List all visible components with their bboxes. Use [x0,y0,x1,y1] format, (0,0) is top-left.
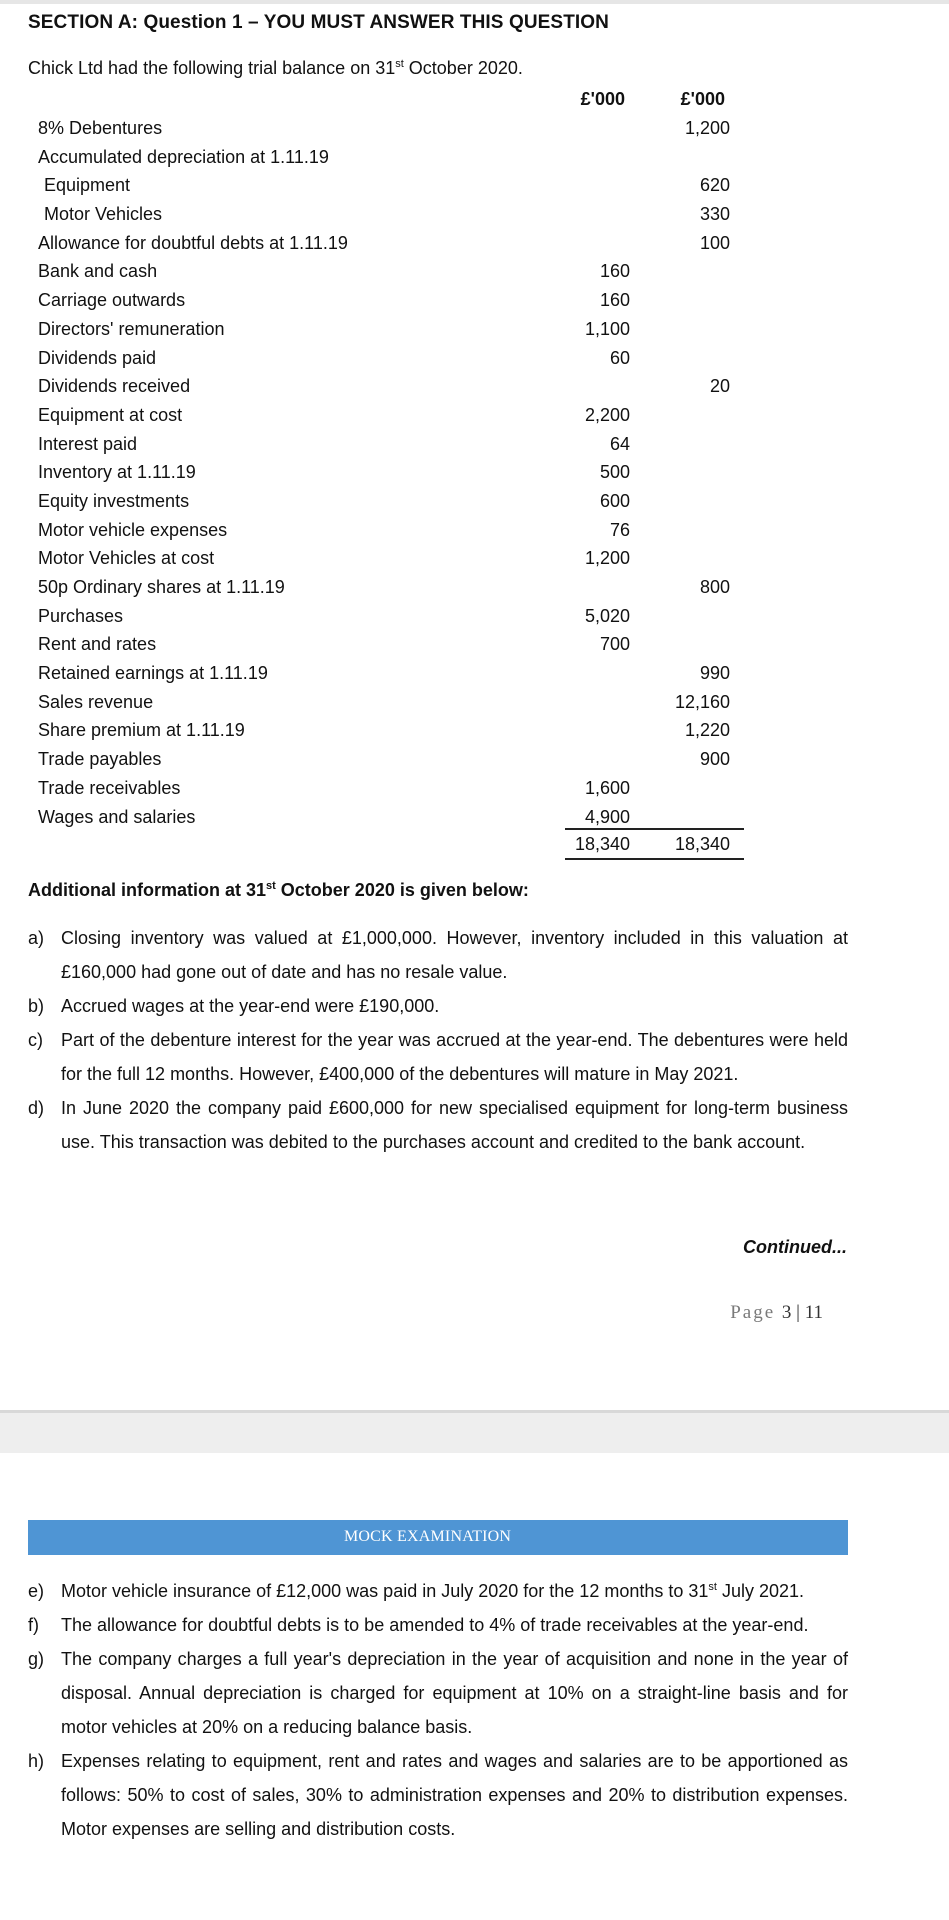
table-row [0,201,949,230]
credit-value: 12,160 [674,691,730,712]
account-label: Equity investments [38,490,190,511]
credit-value: 620 [699,175,730,196]
debit-value: 160 [599,290,630,311]
table-row [0,660,949,689]
account-label: Motor vehicle expenses [38,519,228,540]
debit-value: 64 [609,433,630,454]
credit-value: 100 [699,232,730,253]
table-row [0,431,949,460]
list-item-g: g) The company charges a full year's depreciation in the year of acquisition and none in the year of disposal. Annual depreciation is charged for equipment at 10% on a straight-line basis and for motor vehicles at 20% on a reducing balance basis. [28,1649,848,1737]
table-row [0,459,949,488]
table-row [0,144,949,173]
page-gap [0,1410,949,1453]
debit-value: 700 [599,634,630,655]
account-label: Trade receivables [38,777,181,798]
account-label: Motor Vehicles [44,204,163,225]
account-label: Equipment [44,175,131,196]
table-row [0,345,949,374]
debit-value: 60 [609,347,630,368]
intro-text: Chick Ltd had the following trial balance on 31st October 2020. [28,58,523,78]
table-row [0,746,949,775]
subtotal-rule [565,828,744,830]
account-label: Allowance for doubtful debts at 1.11.19 [38,232,348,253]
list-item [28,989,848,1023]
list-text: In June 2020 the company paid £600,000 for new specialised equipment for long-term business use. This transaction was debited to the purchases account and credited to the bank account. [61,1098,848,1152]
debit-value: 600 [599,490,630,511]
account-label: Retained earnings at 1.11.19 [38,663,268,684]
debit-value: 76 [609,519,630,540]
account-label: Dividends received [38,376,191,397]
additional-info-title: Additional information at 31st October 2020 is given below: [28,880,529,900]
credit-value: 800 [699,577,730,597]
debit-value: 5,020 [584,605,630,626]
account-label: Accumulated depreciation at 1.11.19 [38,146,329,167]
debit-value: 1,200 [584,548,630,569]
credit-column-header: £'000 [680,89,725,109]
table-row [0,517,949,546]
list-marker: b) [28,996,45,1016]
table-row [0,316,949,345]
account-label: 50p Ordinary shares at 1.11.19 [38,577,285,597]
account-label: Equipment at cost [38,404,183,425]
table-row [0,488,949,517]
credit-value: 900 [699,749,730,770]
debit-value: 1,100 [584,318,630,339]
account-label: Dividends paid [38,347,157,368]
list-item-e: e) Motor vehicle insurance of £12,000 was paid in July 2020 for the 12 months to 31st July 2021. [28,1581,805,1601]
debit-value: 500 [599,462,630,483]
debit-value: 4,900 [584,806,630,827]
section-title: SECTION A: Question 1 – YOU MUST ANSWER THIS QUESTION [28,12,609,33]
table-row [0,230,949,259]
table-row [0,603,949,632]
table-row [0,775,949,804]
credit-value: 1,220 [684,720,730,741]
debit-value: 2,200 [584,404,630,425]
account-label: Sales revenue [38,691,154,712]
list-item-h: h) Expenses relating to equipment, rent and rates and wages and salaries are to be apportioned as follows: 50% to cost of sales, 30% to administration expenses and 20% to distribution expenses. Motor expenses are selling and distribution costs. [28,1751,848,1839]
table-row [0,287,949,316]
list-item-f: f) The allowance for doubtful debts is to be amended to 4% of trade receivables at the year-end. [28,1615,809,1635]
trial-balance-table [0,115,949,832]
account-label: Motor Vehicles at cost [38,548,215,569]
table-row [0,172,949,201]
table-row [0,804,949,833]
account-label: Inventory at 1.11.19 [38,462,196,483]
list-marker: a) [28,928,45,948]
additional-info-list [28,921,848,1159]
additional-info-list-continued [28,1574,848,1846]
table-row [0,574,949,603]
account-label: Interest paid [38,433,138,454]
credit-value: 1,200 [684,118,730,138]
table-row [0,545,949,574]
list-text: Closing inventory was valued at £1,000,000. However, inventory included in this valuation at £160,000 had gone out of date and has no resale value. [61,928,848,982]
credit-value: 20 [709,376,730,397]
list-marker: c) [28,1030,43,1050]
account-label: Purchases [38,605,124,626]
credit-value: 990 [699,663,730,684]
total-credit: 18,340 [674,834,730,854]
account-label: Share premium at 1.11.19 [38,720,245,741]
table-row [0,402,949,431]
list-text: Accrued wages at the year-end were £190,000. [61,996,440,1016]
table-row [0,717,949,746]
debit-value: 1,600 [584,777,630,798]
account-label: 8% Debentures [38,118,163,138]
account-label: Rent and rates [38,634,157,655]
continued-note: Continued... [743,1237,847,1257]
debit-value: 160 [599,261,630,282]
debit-column-header: £'000 [580,89,625,109]
account-label: Wages and salaries [38,806,196,827]
list-marker: d) [28,1098,45,1118]
total-rule [565,858,744,860]
table-row [0,689,949,718]
list-text: Part of the debenture interest for the year was accrued at the year-end. The debentures were held for the full 12 months. However, £400,000 of the debentures will mature in May 2021. [61,1030,848,1084]
credit-value: 330 [699,204,730,225]
table-row [0,373,949,402]
total-debit: 18,340 [574,834,630,854]
table-row [0,258,949,287]
page-number: Page 3 | 11 [730,1302,823,1323]
list-item [28,1091,848,1159]
list-item [28,1023,848,1091]
mock-exam-banner: MOCK EXAMINATION [28,1520,848,1555]
account-label: Bank and cash [38,261,158,282]
table-row [0,631,949,660]
top-divider [0,0,949,4]
account-label: Trade payables [38,749,162,770]
account-label: Carriage outwards [38,290,186,311]
table-row [0,115,949,144]
account-label: Directors' remuneration [38,318,225,339]
list-item [28,921,848,989]
